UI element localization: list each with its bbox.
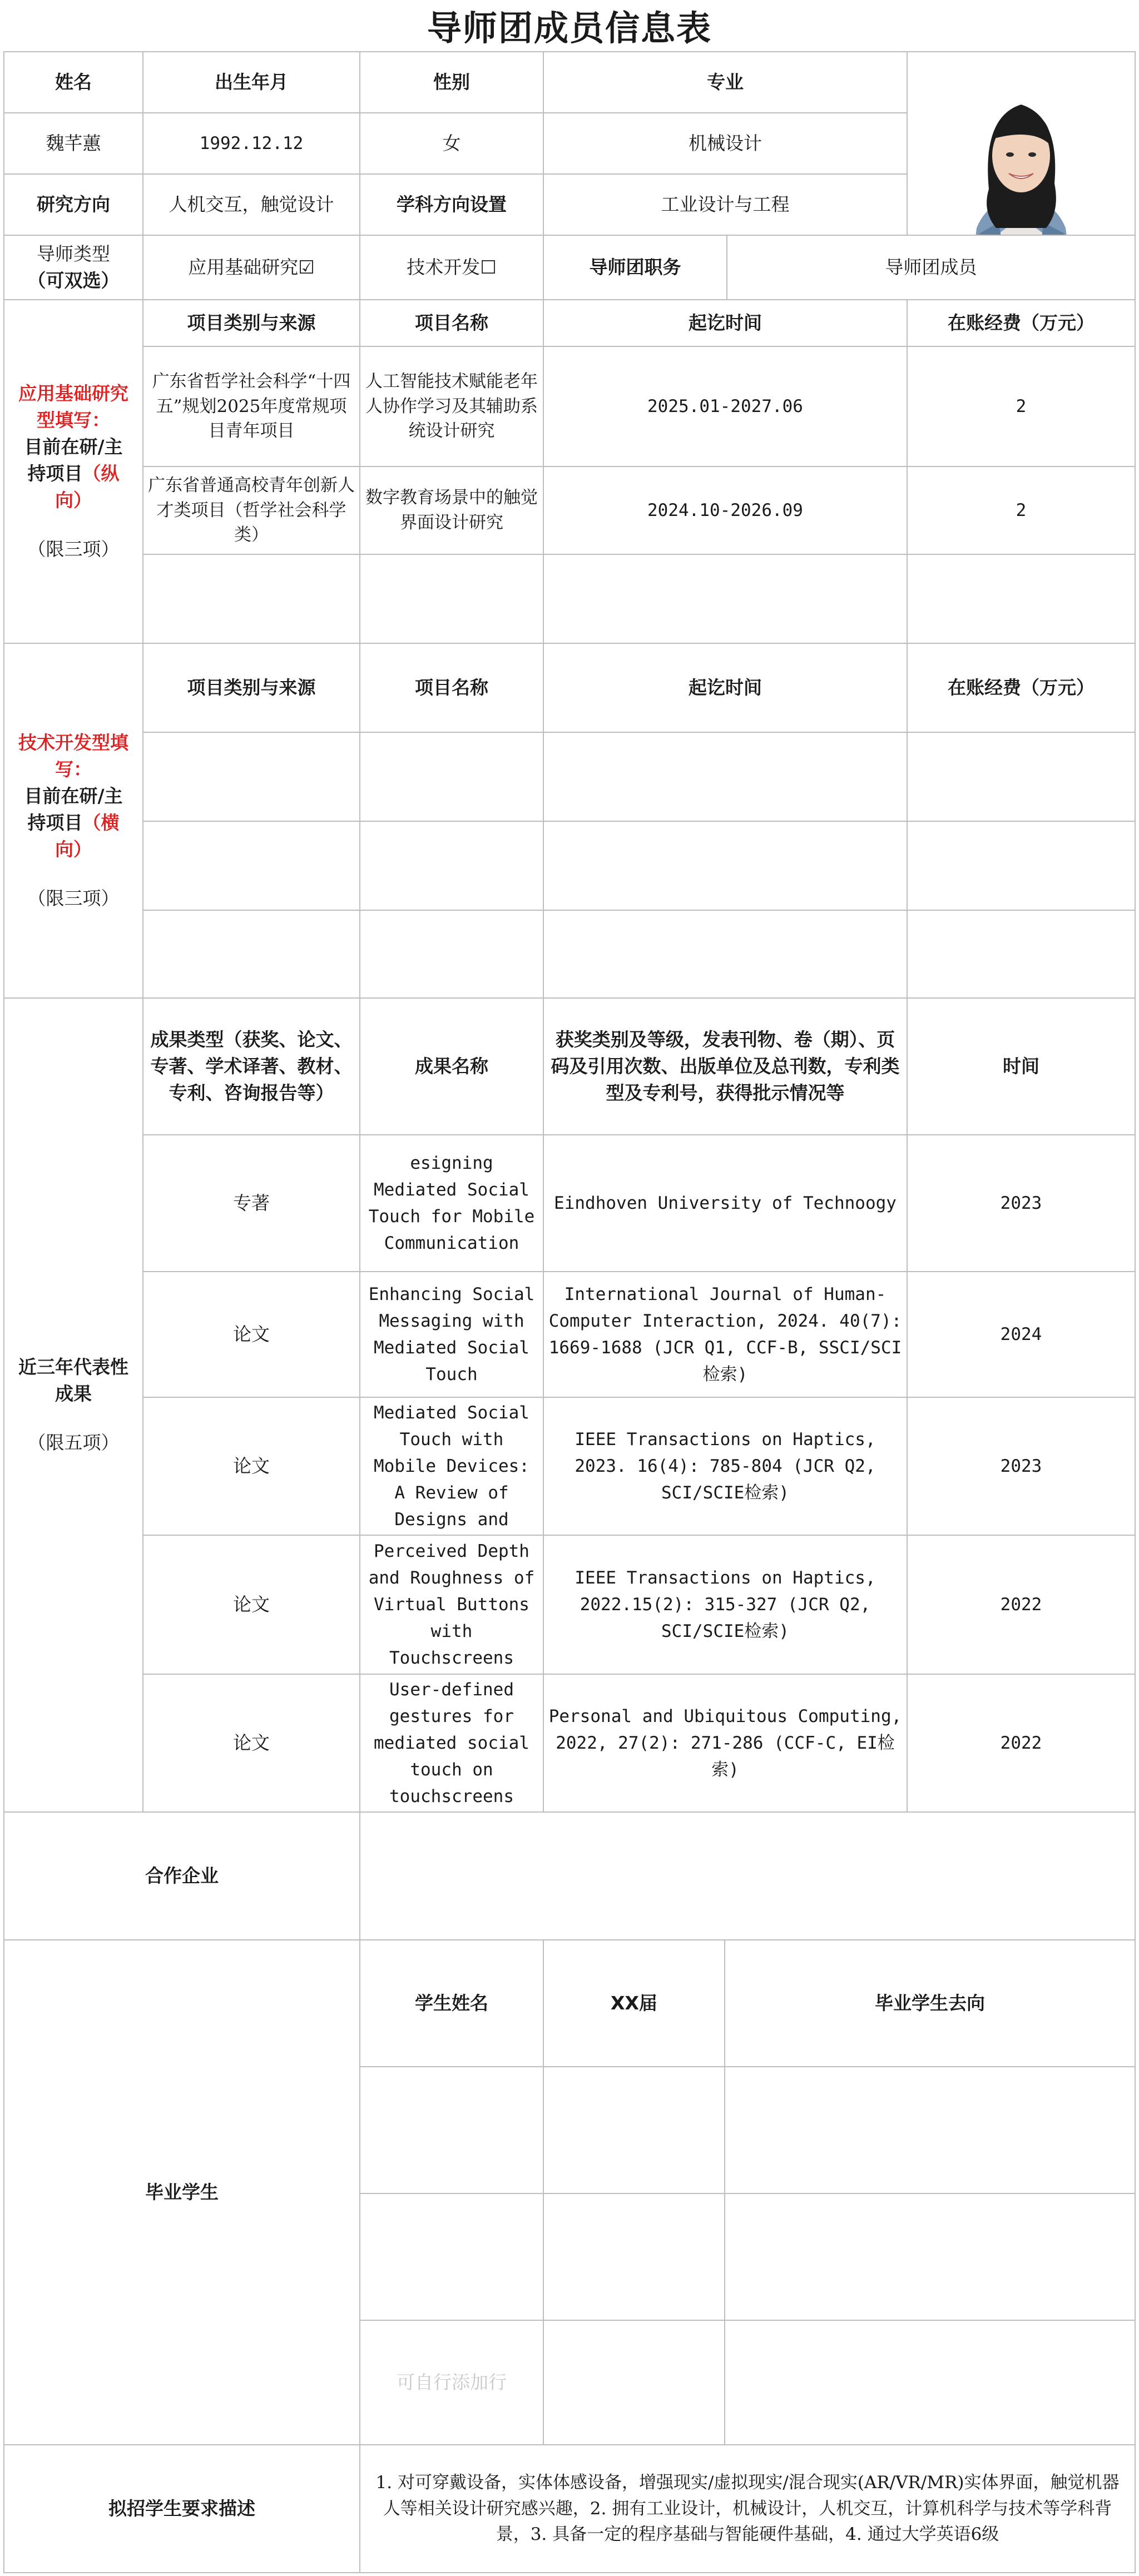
achievement-3-details: IEEE Transactions on Haptics, 2023. 16(4): 785-804 (JCR Q2, SCI/SCIE检索) (543, 1397, 908, 1536)
birth-label: 出生年月 (142, 51, 360, 113)
mentor-type-applied-checkbox[interactable]: 应用基础研究☑ (142, 235, 360, 300)
add-row-placeholder[interactable]: 可自行添加行 (359, 2320, 544, 2445)
applied-header-source: 项目类别与来源 (142, 299, 360, 347)
achievement-2-time: 2024 (907, 1271, 1136, 1398)
achievement-1-type: 专著 (142, 1134, 360, 1272)
achievement-5-time: 2022 (907, 1674, 1136, 1813)
mentor-type-tech-checkbox[interactable]: 技术开发☐ (359, 235, 544, 300)
achievement-1-details: Eindhoven University of Technoogy (543, 1134, 908, 1272)
major-label: 专业 (543, 51, 908, 113)
requirements-label: 拟招学生要求描述 (3, 2444, 360, 2573)
achievement-5-name: User-defined gestures for mediated social touch on touchscreens (359, 1674, 544, 1813)
applied-row-1-period: 2025.01-2027.06 (543, 346, 908, 467)
graduates-header-destination: 毕业学生去向 (724, 1939, 1136, 2067)
achievements-header-name: 成果名称 (359, 997, 544, 1135)
major-value: 机械设计 (543, 112, 908, 175)
graduate-row-2-name[interactable] (359, 2193, 544, 2321)
tech-row-1-source[interactable] (142, 732, 360, 822)
applied-row-3-period[interactable] (543, 554, 908, 644)
graduate-row-3-year[interactable] (543, 2320, 725, 2445)
achievement-3-time: 2023 (907, 1397, 1136, 1536)
tech-row-2-funds[interactable] (907, 821, 1136, 911)
achievements-header-type: 成果类型（获奖、论文、专著、学术译著、教材、专利、咨询报告等） (142, 997, 360, 1135)
graduate-row-1-destination[interactable] (724, 2066, 1136, 2194)
achievement-1-name: esigning Mediated Social Touch for Mobile Communication (359, 1134, 544, 1272)
tech-projects-side-label: 技术开发型填 写： 目前在研/主 持项目（横 向） （限三项） (3, 643, 143, 999)
birth-value: 1992.12.12 (142, 112, 360, 175)
tech-row-2-name[interactable] (359, 821, 544, 911)
graduates-header-name: 学生姓名 (359, 1939, 544, 2067)
graduate-row-2-destination[interactable] (724, 2193, 1136, 2321)
graduate-row-3-destination[interactable] (724, 2320, 1136, 2445)
achievements-side-label: 近三年代表性 成果 （限五项） (3, 997, 143, 1813)
achievement-4-details: IEEE Transactions on Haptics, 2022.15(2): 315-327 (JCR Q2, SCI/SCIE检索) (543, 1535, 908, 1675)
tech-row-1-period[interactable] (543, 732, 908, 822)
mentor-type-label: 导师类型 （可双选） (3, 235, 143, 300)
research-value: 人机交互，触觉设计 (142, 173, 360, 236)
tech-row-3-name[interactable] (359, 910, 544, 999)
discipline-value: 工业设计与工程 (543, 173, 908, 236)
discipline-label: 学科方向设置 (359, 173, 544, 236)
applied-header-name: 项目名称 (359, 299, 544, 347)
applied-row-1-funds: 2 (907, 346, 1136, 467)
applied-row-2-funds: 2 (907, 466, 1136, 555)
partner-value[interactable] (359, 1811, 1136, 1940)
tech-header-period: 起讫时间 (543, 643, 908, 733)
tech-row-3-funds[interactable] (907, 910, 1136, 999)
achievement-5-details: Personal and Ubiquitous Computing, 2022, 27(2): 271-286 (CCF-C, EI检索) (543, 1674, 908, 1813)
graduate-row-2-year[interactable] (543, 2193, 725, 2321)
tech-row-3-source[interactable] (142, 910, 360, 999)
duty-label: 导师团职务 (543, 235, 727, 300)
page-title: 导师团成员信息表 (427, 7, 712, 48)
applied-header-period: 起讫时间 (543, 299, 908, 347)
gender-label: 性别 (359, 51, 544, 113)
research-label: 研究方向 (3, 173, 143, 236)
name-label: 姓名 (3, 51, 143, 113)
achievement-3-name: Mediated Social Touch with Mobile Devices: A Review of Designs and (359, 1397, 544, 1536)
tech-row-2-period[interactable] (543, 821, 908, 911)
duty-value: 导师团成员 (726, 235, 1136, 300)
achievement-2-details: International Journal of Human-Computer Interaction, 2024. 40(7): 1669-1688 (JCR Q1, CCF-B, SSCI/SCI检索) (543, 1271, 908, 1398)
applied-row-3-name[interactable] (359, 554, 544, 644)
achievement-4-time: 2022 (907, 1535, 1136, 1675)
applied-row-1-name: 人工智能技术赋能老年人协作学习及其辅助系统设计研究 (359, 346, 544, 467)
graduate-row-1-name[interactable] (359, 2066, 544, 2194)
applied-row-2-source: 广东省普通高校青年创新人才类项目（哲学社会科学类） (142, 466, 360, 555)
achievement-5-type: 论文 (142, 1674, 360, 1813)
applied-row-2-name: 数字教育场景中的触觉界面设计研究 (359, 466, 544, 555)
achievement-2-name: Enhancing Social Messaging with Mediated Social Touch (359, 1271, 544, 1398)
requirements-text: 1. 对可穿戴设备，实体体感设备，增强现实/虚拟现实/混合现实(AR/VR/MR)实体界面，触觉机器人等相关设计研究感兴趣，2. 拥有工业设计，机械设计，人机交互，计算机科学与技术等学科背景，3. 具备一定的程序基础与智能硬件基础，4. 通过大学英语6级 (359, 2444, 1136, 2573)
gender-value: 女 (359, 112, 544, 175)
tech-row-1-name[interactable] (359, 732, 544, 822)
graduates-header-year: XX届 (543, 1939, 725, 2067)
achievements-header-details: 获奖类别及等级，发表刊物、卷（期）、页码及引用次数、出版单位及总刊数，专利类型及专利号，获得批示情况等 (543, 997, 908, 1135)
tech-header-name: 项目名称 (359, 643, 544, 733)
tech-row-1-funds[interactable] (907, 732, 1136, 822)
applied-row-2-period: 2024.10-2026.09 (543, 466, 908, 555)
applied-row-1-source: 广东省哲学社会科学“十四五”规划2025年度常规项目青年项目 (142, 346, 360, 467)
achievement-4-type: 论文 (142, 1535, 360, 1675)
name-value: 魏芊蕙 (3, 112, 143, 175)
applied-projects-side-label: 应用基础研究 型填写： 目前在研/主 持项目（纵 向） （限三项） (3, 299, 143, 644)
tech-row-2-source[interactable] (142, 821, 360, 911)
applied-row-3-source[interactable] (142, 554, 360, 644)
applied-row-3-funds[interactable] (907, 554, 1136, 644)
tech-header-funds: 在账经费（万元） (907, 643, 1136, 733)
applied-header-funds: 在账经费（万元） (907, 299, 1136, 347)
achievements-header-time: 时间 (907, 997, 1136, 1135)
partner-label: 合作企业 (3, 1811, 360, 1940)
tech-header-source: 项目类别与来源 (142, 643, 360, 733)
graduate-row-1-year[interactable] (543, 2066, 725, 2194)
achievement-4-name: Perceived Depth and Roughness of Virtual Buttons with Touchscreens (359, 1535, 544, 1675)
achievement-1-time: 2023 (907, 1134, 1136, 1272)
graduates-label: 毕业学生 (3, 1939, 360, 2445)
achievement-2-type: 论文 (142, 1271, 360, 1398)
tech-row-3-period[interactable] (543, 910, 908, 999)
achievement-3-type: 论文 (142, 1397, 360, 1536)
